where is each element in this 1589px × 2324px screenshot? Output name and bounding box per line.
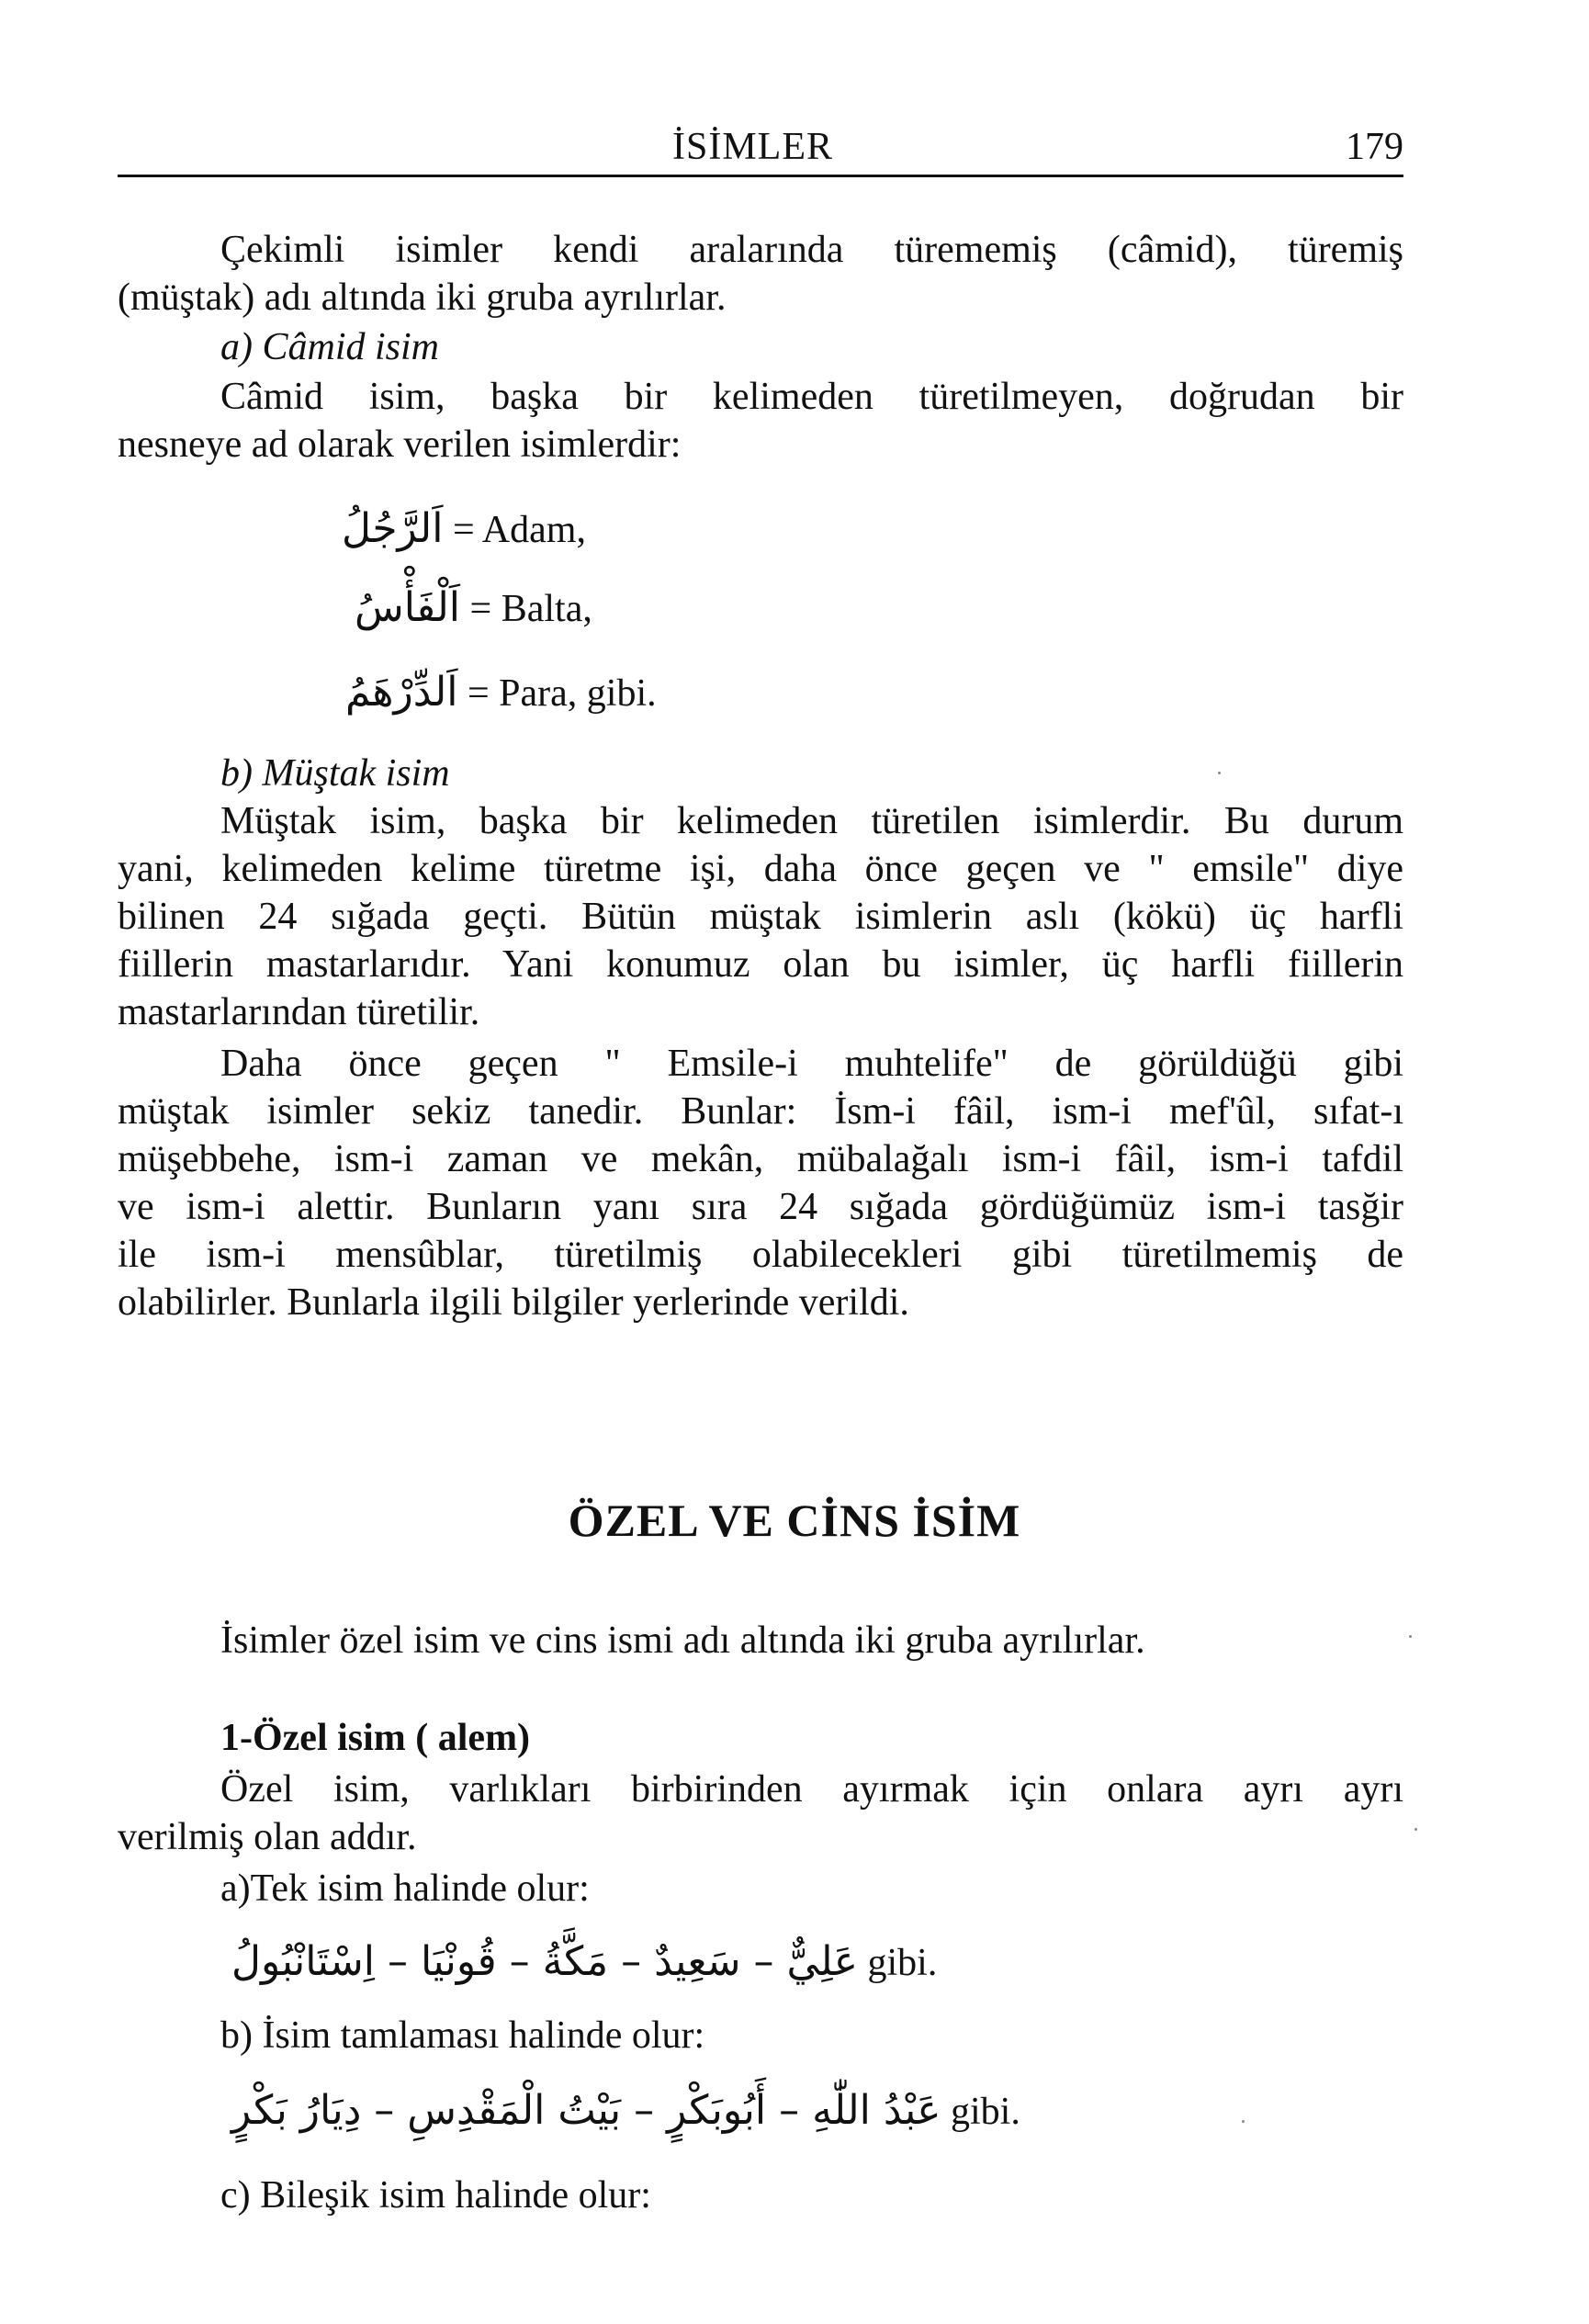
- camid-example-1: [342, 505, 586, 554]
- ozel-c-label: c) Bileşik isim halinde olur:: [220, 2174, 651, 2217]
- arabic-word: اَلرَّجُلُ: [342, 505, 444, 552]
- camid-example-3: [345, 669, 657, 717]
- mustak-para2-line-5: ile ism-i mensûblar, türetilmiş olabilecekleri gibi türetilmemiş de: [118, 1234, 1403, 1276]
- ozel-heading: 1-Özel isim ( alem): [220, 1717, 531, 1759]
- mustak-line-5: mastarlarından türetilir.: [118, 991, 480, 1033]
- mustak-heading: b) Müştak isim: [220, 752, 450, 795]
- ozel-line-2: verilmiş olan addır.: [118, 1816, 417, 1858]
- page-header: [118, 118, 1403, 182]
- mustak-line-3: bilinen 24 sığada geçti. Bütün müştak isimlerin aslı (kökü) üç harfli: [118, 896, 1403, 938]
- mustak-para2-line-4: ve ism-i alettir. Bunların yanı sıra 24 sığada gördüğümüz ism-i tasğir: [118, 1186, 1403, 1228]
- mustak-para2-line-2: müştak isimler sekiz tanedir. Bunlar: İsm-i fâil, ism-i mef'ûl, sıfat-ı: [118, 1090, 1403, 1133]
- ozel-b-examples: [231, 2087, 1020, 2136]
- camid-line-1: Câmid isim, başka bir kelimeden türetilmeyen, doğrudan bir: [220, 376, 1403, 418]
- example-meaning: = Para, gibi.: [467, 672, 657, 715]
- ozel-a-label: a)Tek isim halinde olur:: [220, 1867, 590, 1910]
- camid-heading: a) Câmid isim: [220, 326, 440, 368]
- camid-example-2: [355, 584, 592, 633]
- mustak-line-4: fiillerin mastarlarıdır. Yani konumuz olan bu isimler, üç harfli fiillerin: [118, 943, 1403, 986]
- camid-line-2: nesneye ad olarak verilen isimlerdir:: [118, 423, 682, 466]
- mustak-line-1: Müştak isim, başka bir kelimeden türetilen isimlerdir. Bu durum: [220, 800, 1403, 842]
- scan-speck: [1409, 1635, 1412, 1638]
- scan-speck: [1218, 772, 1221, 774]
- mustak-para2-line-1: Daha önce geçen " Emsile-i muhtelife" de görüldüğü gibi: [220, 1043, 1403, 1085]
- running-title: İSİMLER: [672, 126, 833, 168]
- ozel-b-label: b) İsim tamlaması halinde olur:: [220, 2014, 705, 2057]
- examples-suffix: gibi.: [951, 2091, 1020, 2133]
- header-rule: [118, 175, 1403, 177]
- ozel-a-examples: [231, 1938, 937, 1987]
- ozel-line-1: Özel isim, varlıkları birbirinden ayırmak için onlara ayrı ayrı: [220, 1768, 1403, 1811]
- arabic-word: اَلْفَأْسُ: [355, 584, 461, 631]
- page-number: 179: [1346, 126, 1403, 168]
- mustak-para2-line-6: olabilirler. Bunlarla ilgili bilgiler yerlerinde verildi.: [118, 1281, 909, 1324]
- scan-speck: [1414, 1828, 1417, 1831]
- intro-line-2: (müştak) adı altında iki gruba ayrılırlar.: [118, 276, 727, 319]
- scan-speck: [1242, 2120, 1245, 2123]
- section-title: ÖZEL VE CİNS İSİM: [568, 1495, 1021, 1546]
- example-meaning: = Adam,: [452, 509, 586, 551]
- intro-line-1: Çekimli isimler kendi aralarında türememiş (câmid), türemiş: [220, 229, 1403, 271]
- section-intro: İsimler özel isim ve cins ismi adı altında iki gruba ayrılırlar.: [220, 1619, 1145, 1662]
- mustak-line-2: yani, kelimeden kelime türetme işi, daha önce geçen ve " emsile" diye: [118, 848, 1403, 890]
- mustak-para2-line-3: müşebbehe, ism-i zaman ve mekân, mübalağalı ism-i fâil, ism-i tafdil: [118, 1138, 1403, 1180]
- examples-suffix: gibi.: [867, 1942, 938, 1984]
- example-meaning: = Balta,: [469, 588, 592, 630]
- arabic-word: اَلدِّرْهَمُ: [345, 669, 458, 716]
- arabic-examples: عَلِيٌّ – سَعِيدٌ – مَكَّةُ – قُونْيَا – اِسْتَانْبُولُ: [231, 1938, 858, 1985]
- arabic-examples: عَبْدُ اللّٰهِ – أَبُوبَكْرٍ – بَيْتُ الْمَقْدِسِ – دِيَارُ بَكْرٍ: [231, 2087, 941, 2134]
